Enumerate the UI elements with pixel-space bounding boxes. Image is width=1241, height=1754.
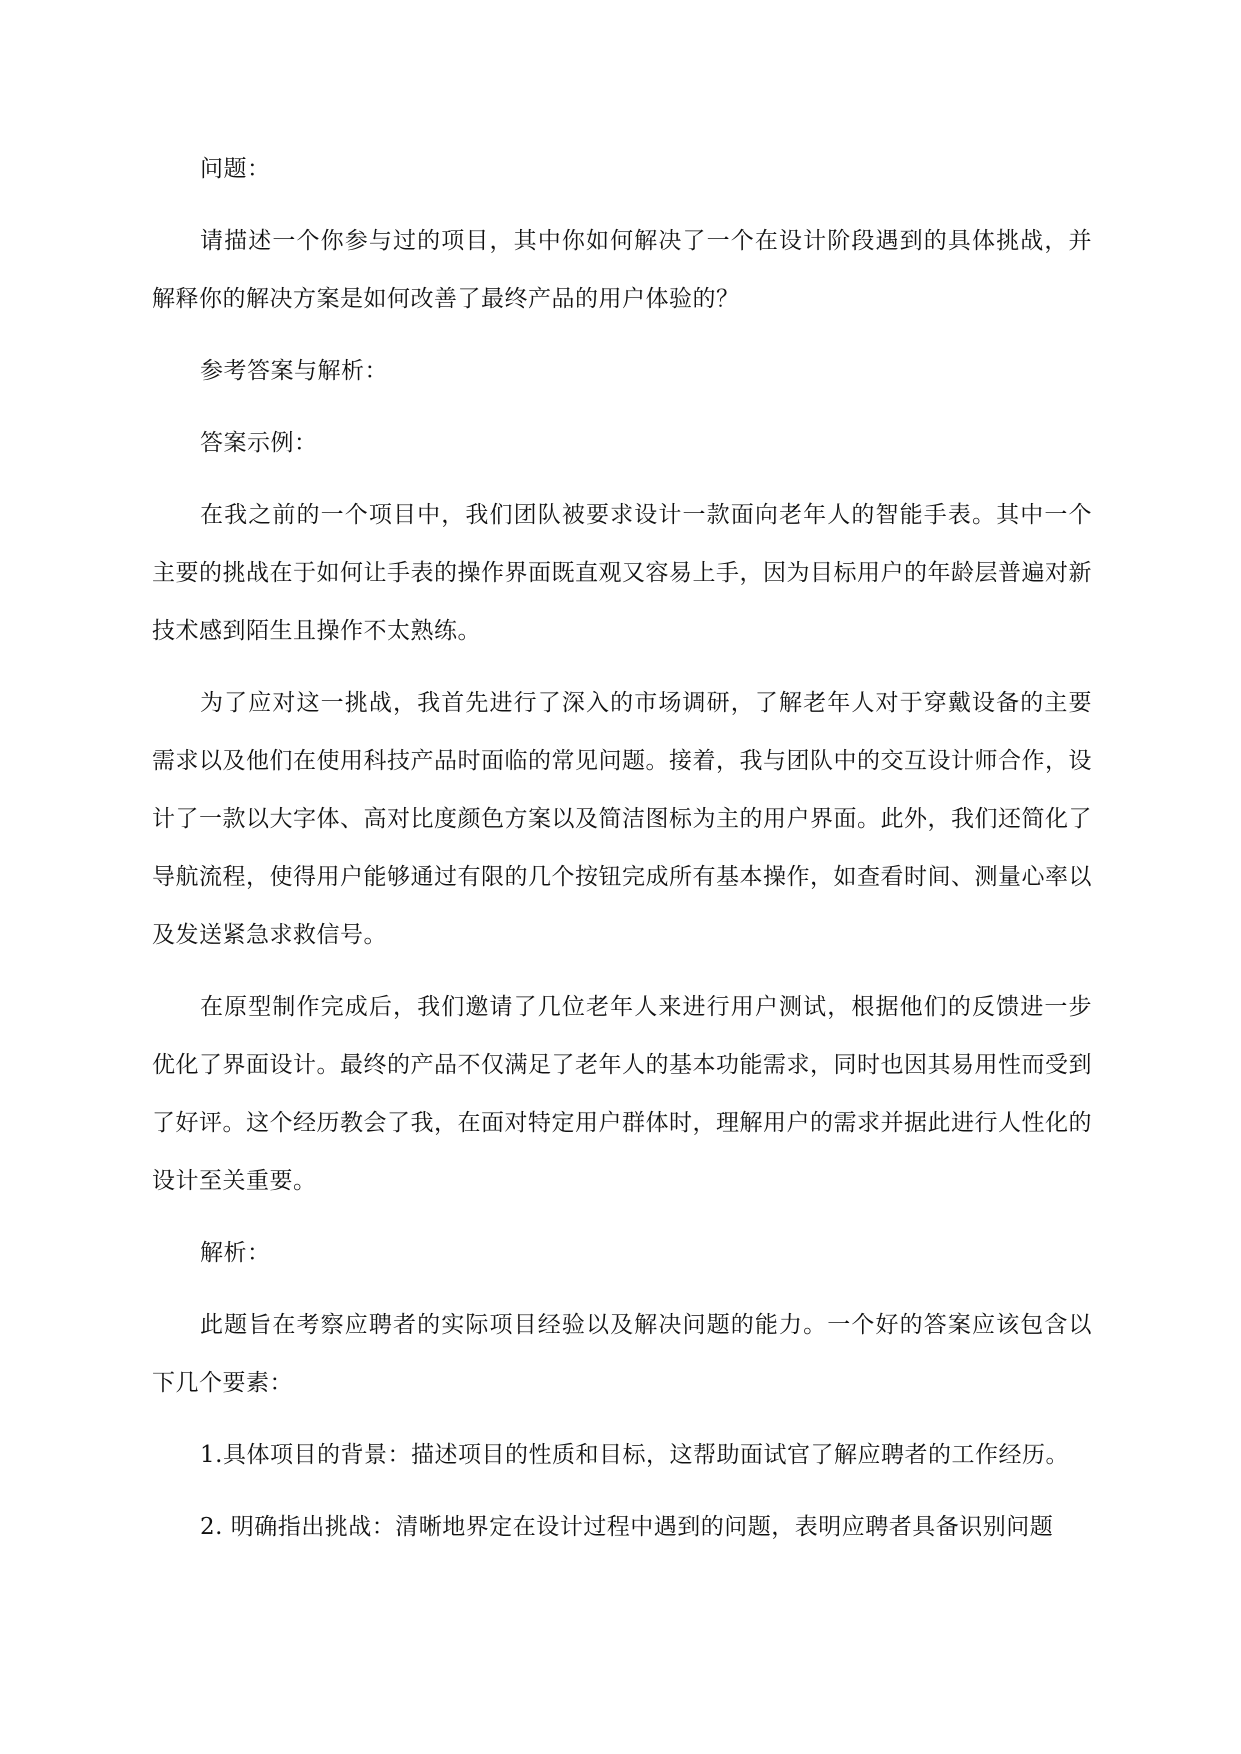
document-page (152, 140, 1092, 1570)
analysis-text: 此题旨在考察应聘者的实际项目经验以及解决问题的能力。一个好的答案应该包含以下几个要素： (152, 1312, 1092, 1396)
analysis-label: 解析： (200, 1240, 271, 1266)
body-paragraph: 在原型制作完成后，我们邀请了几位老年人来进行用户测试，根据他们的反馈进一步优化了界面设计。最终的产品不仅满足了老年人的基本功能需求，同时也因其易用性而受到了好评。这个经历教会了我，在面对特定用户群体时，理解用户的需求并据此进行人性化的设计至关重要。 (152, 994, 1092, 1194)
question-label: 问题： (200, 156, 271, 182)
body-paragraph: 为了应对这一挑战，我首先进行了深入的市场调研，了解老年人对于穿戴设备的主要需求以及他们在使用科技产品时面临的常见问题。接着，我与团队中的交互设计师合作，设计了一款以大字体、高对比度颜色方案以及简洁图标为主的用户界面。此外，我们还简化了导航流程，使得用户能够通过有限的几个按钮完成所有基本操作，如查看时间、测量心率以及发送紧急求救信号。 (152, 690, 1092, 948)
answer-heading: 参考答案与解析： (200, 358, 388, 384)
point-item: 1.具体项目的背景：描述项目的性质和目标，这帮助面试官了解应聘者的工作经历。 (200, 1442, 1069, 1468)
example-label: 答案示例： (200, 430, 318, 456)
body-paragraph: 在我之前的一个项目中，我们团队被要求设计一款面向老年人的智能手表。其中一个主要的挑战在于如何让手表的操作界面既直观又容易上手，因为目标用户的年龄层普遍对新技术感到陌生且操作不太熟练。 (152, 502, 1092, 644)
point-item: 2. 明确指出挑战：清晰地界定在设计过程中遇到的问题，表明应聘者具备识别问题 (200, 1514, 1054, 1540)
question-text: 请描述一个你参与过的项目，其中你如何解决了一个在设计阶段遇到的具体挑战，并解释你的解决方案是如何改善了最终产品的用户体验的？ (152, 228, 1092, 312)
